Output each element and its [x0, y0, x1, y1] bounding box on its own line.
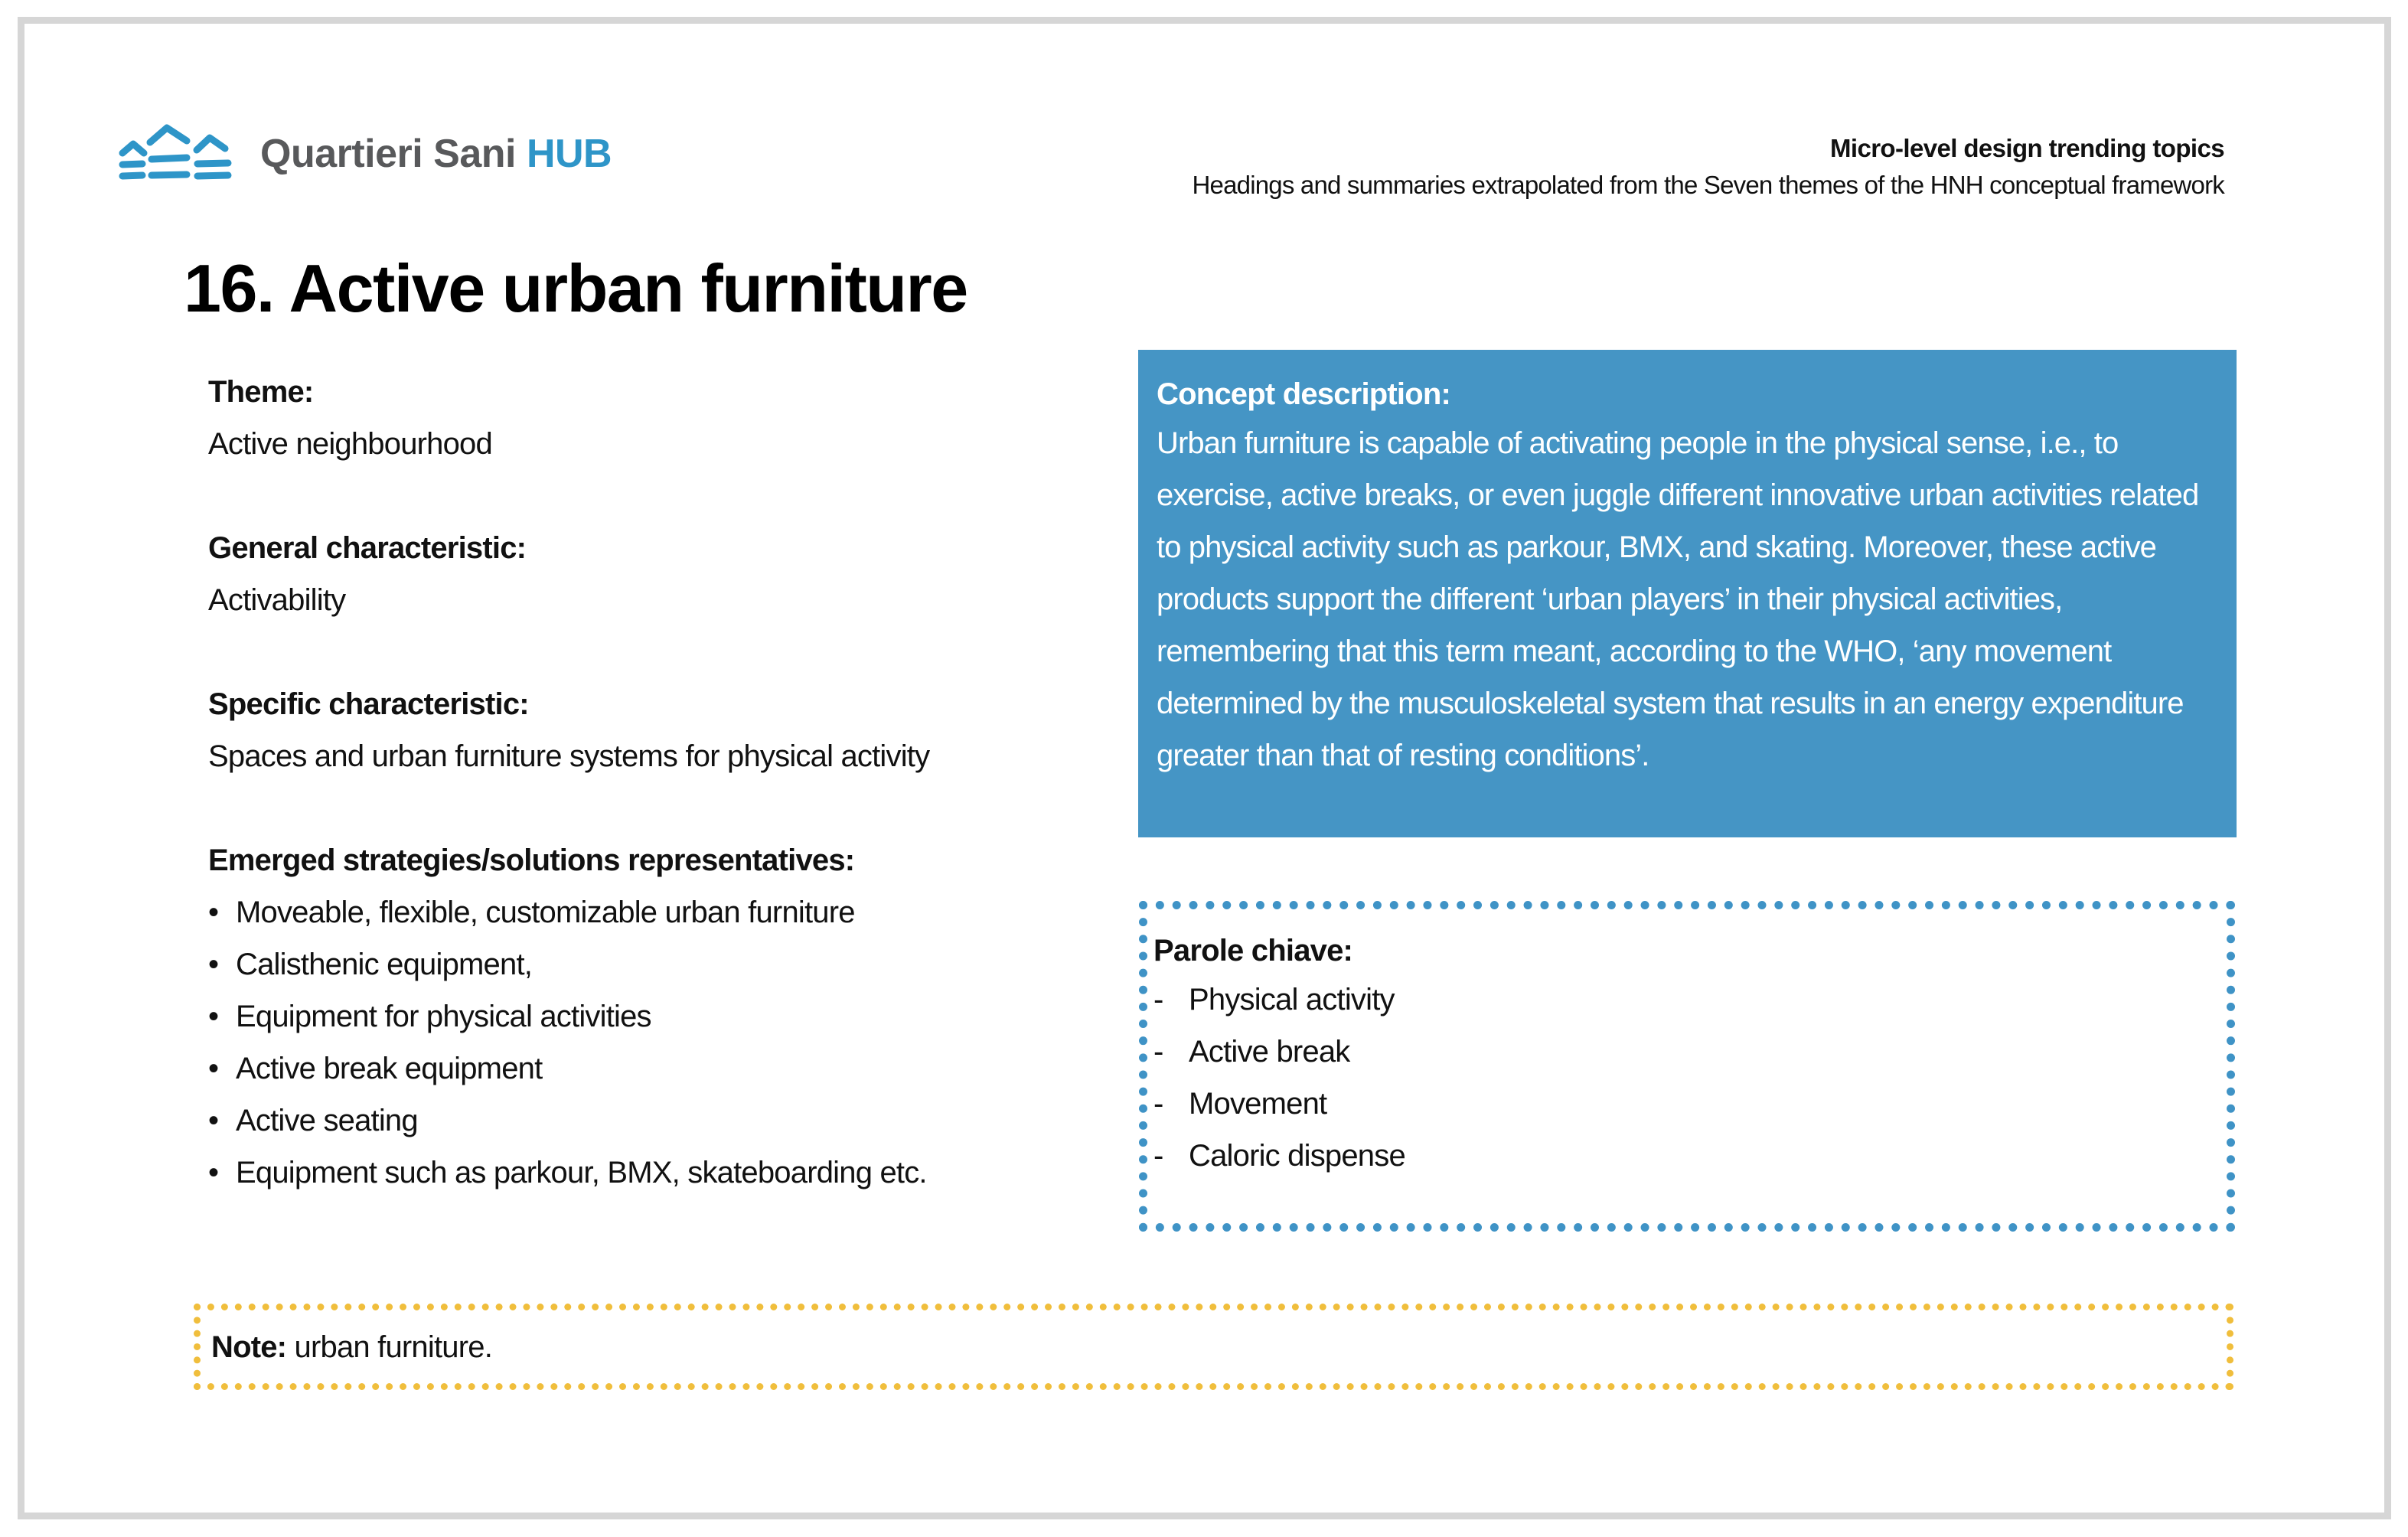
strategies-list [208, 886, 1088, 1199]
bullet-icon: • [208, 896, 219, 929]
characteristics-column [208, 366, 1088, 1199]
keywords-label: Parole chiave: [1153, 934, 1353, 968]
specific-characteristic-label: Specific characteristic: [208, 687, 529, 721]
strategy-text: Equipment such as parkour, BMX, skateboarding etc. [236, 1156, 927, 1189]
note [211, 1324, 492, 1370]
keyword-text: Caloric dispense [1189, 1139, 1405, 1173]
note-box [194, 1304, 2233, 1390]
concept-label: Concept description: [1157, 377, 1451, 411]
theme-label: Theme: [208, 375, 314, 409]
header-subtitle: Headings and summaries extrapolated from the Seven themes of the HNH conceptual framework [1192, 171, 2224, 199]
list-item [208, 938, 1088, 990]
bullet-icon: • [208, 948, 219, 981]
theme-value: Active neighbourhood [208, 427, 492, 461]
strategy-text: Active seating [236, 1104, 418, 1137]
brand-name-main: Quartieri Sani [260, 132, 527, 176]
keyword-text: Physical activity [1189, 983, 1395, 1017]
keywords-list [1153, 974, 2227, 1182]
general-characteristic-label: General characteristic: [208, 531, 527, 565]
concept-description-box [1138, 350, 2237, 837]
list-item [208, 1095, 1088, 1147]
list-item [1153, 1026, 2227, 1078]
brand-name [260, 134, 612, 174]
list-item [1153, 974, 2227, 1026]
brand-name-accent: HUB [526, 132, 612, 176]
header-title: Micro-level design trending topics [1829, 134, 2224, 162]
strategy-text: Equipment for physical activities [236, 1000, 651, 1033]
rooftops-icon [116, 121, 236, 182]
dash-icon: - [1153, 1139, 1163, 1173]
list-item [208, 1043, 1088, 1095]
list-item [208, 886, 1088, 938]
keyword-text: Active break [1189, 1035, 1350, 1069]
strategy-text: Calisthenic equipment, [236, 948, 533, 981]
list-item [208, 990, 1088, 1043]
dash-icon: - [1153, 983, 1163, 1017]
strategies-section [208, 834, 1088, 1199]
list-item [208, 1147, 1088, 1199]
list-item [1153, 1130, 2227, 1182]
bullet-icon: • [208, 1156, 219, 1189]
concept-text: Urban furniture is capable of activating people in the physical sense, i.e., to exercise, active breaks, or even juggle different innovative urban activities related to physical activity such as parkour, BMX, and skating. Moreover, these active products support the different ‘urban players’ in their physical activities, remembering that this term meant, according to the WHO, ‘any movement determined by the musculoskeletal system that results in an energy expenditure greater than that of resting conditions’. [1157, 426, 2199, 772]
dash-icon: - [1153, 1087, 1163, 1121]
list-item [1153, 1078, 2227, 1130]
keywords-box [1139, 901, 2235, 1232]
header-info [1193, 132, 2225, 205]
specific-characteristic-value: Spaces and urban furniture systems for physical activity [208, 739, 930, 773]
keyword-text: Movement [1189, 1087, 1327, 1121]
strategy-text: Active break equipment [236, 1052, 543, 1085]
note-label: Note: [211, 1330, 287, 1364]
dash-icon: - [1153, 1035, 1163, 1069]
bullet-icon: • [208, 1000, 219, 1033]
page-title: 16. Active urban furniture [184, 250, 967, 326]
general-characteristic-value: Activability [208, 583, 346, 617]
bullet-icon: • [208, 1052, 219, 1085]
general-characteristic-field [208, 522, 1088, 626]
brand-logo [116, 121, 612, 182]
strategy-text: Moveable, flexible, customizable urban furniture [236, 896, 855, 929]
note-text: urban furniture. [286, 1330, 493, 1364]
bullet-icon: • [208, 1104, 219, 1137]
theme-field [208, 366, 1088, 470]
specific-characteristic-field [208, 678, 1088, 782]
strategies-label: Emerged strategies/solutions representatives: [208, 844, 855, 877]
